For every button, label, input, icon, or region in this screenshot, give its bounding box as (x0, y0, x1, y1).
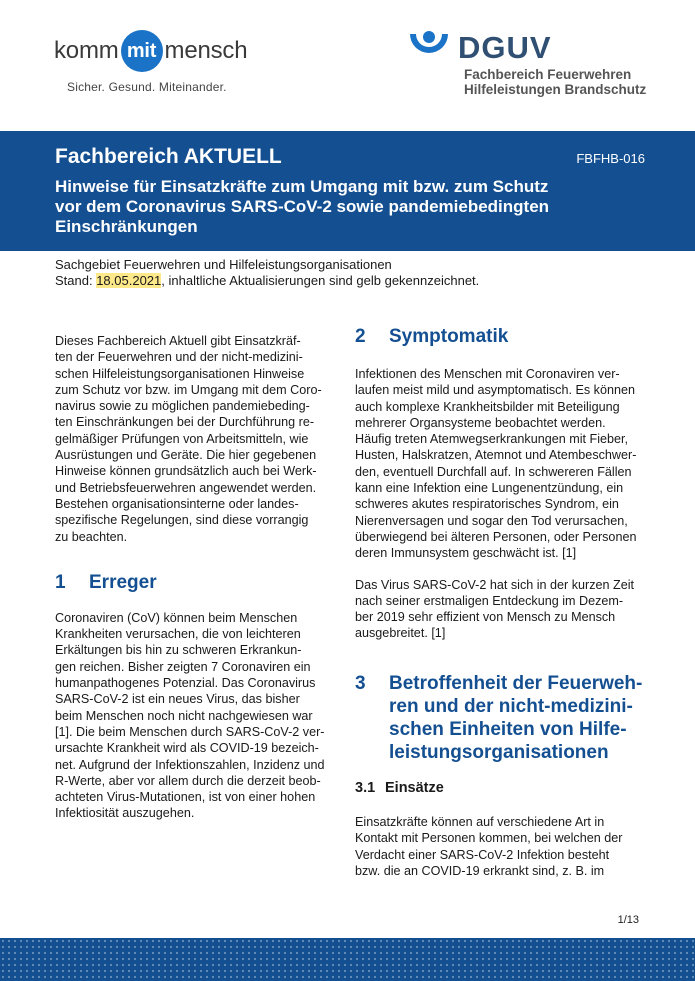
subject-area: Sachgebiet Feuerwehren und Hilfeleistungsorganisationen (55, 257, 392, 272)
right-column (355, 326, 645, 879)
banner-title: Fachbereich AKTUELL (55, 145, 282, 168)
dguv-dept-line1: Fachbereich Feuerwehren (464, 67, 632, 82)
section-3-number: 3 (355, 672, 366, 694)
kmm-logo-mit: mit (121, 30, 163, 72)
section-2-title: Symptomatik (389, 326, 509, 347)
stand-label: Stand: (55, 273, 97, 288)
section-3-1-number: 3.1 (355, 779, 376, 796)
kommmitmensch-logo (54, 30, 247, 94)
section-2-number: 2 (355, 326, 366, 347)
document-code: FBFHB-016 (576, 151, 645, 166)
document-meta (55, 257, 479, 289)
section-3-1-body: Einsatzkräfte können auf verschiedene Art in Kontakt mit Personen kommen, bei welchen der Verdacht einer SARS-CoV-2 Infektion besteht bzw. die an COVID-19 erkrankt sind, z. B. im (355, 815, 623, 878)
dguv-dept-line2: Hilfeleistungen Brandschutz (464, 82, 647, 97)
section-1-number: 1 (55, 571, 66, 593)
section-2-heading (355, 326, 645, 348)
section-2-paragraph-2: Das Virus SARS-CoV-2 hat sich in der kurzen Zeit nach seiner erstmaligen Entdeckung im Dezem- ber 2019 sehr effizient von Mensch zu Mensch ausgebreitet. [1] (355, 577, 635, 641)
dotted-footer-band (0, 938, 695, 981)
dguv-wordmark: DGUV (458, 30, 552, 65)
section-3-1-heading (355, 780, 645, 796)
stand-line (55, 273, 479, 289)
stand-note: , inhaltliche Aktualisierungen sind gelb gekennzeichnet. (161, 273, 480, 288)
stand-date: 18.05.2021 (96, 273, 162, 288)
page-number: 1/13 (617, 914, 639, 926)
section-3-title: Betroffenheit der Feuerweh- ren und der nicht-medizini- schen Einheiten von Hilfe- leistungsorganisationen (389, 672, 643, 763)
dguv-logo (408, 30, 646, 97)
title-banner (0, 131, 695, 251)
section-2-paragraph-1: Infektionen des Menschen mit Coronaviren ver- laufen meist mild und asymptomatisch. Es können auch komplexe Krankheitsbilder mit Beteiligung mehrerer Organsysteme beobachtet werden. Häufig treten Atemwegserkrankungen mit Fieber, Husten, Halskratzen, Atemnot und Atembeschwer- den, eventuell Durchfall auf. In schwereren Fällen kann eine Infektion eine Lungenentzündung, ein schweres akutes respiratorisches Syndrom, ein Nierenversagen und sogar den Tod verursachen, überwiegend bei älteren Personen, oder Personen deren Immunsystem geschwächt ist. [1] (355, 367, 637, 561)
section-1-title: Erreger (89, 571, 157, 593)
section-1-body: Coronaviren (CoV) können beim Menschen Krankheiten verursachen, die von leichteren Erkältungen bis hin zu schweren Erkrankun- gen reichen. Bisher zeigten 7 Coronaviren ein humanpathogenes Potenzial. Das Coronavirus SARS-CoV-2 ist ein neues Virus, das bisher beim Menschen noch nicht nachgewiesen war [1]. Die beim Menschen durch SARS-CoV-2 ver- ursachte Krankheit wird als COVID-19 bezeich- net. Aufgrund der Infektionszahlen, Inzidenz und R-Werte, aber vor allem durch die derzeit beob- achteten Virus-Mutationen, ist von einer hohen Infektiosität auszugehen. (55, 610, 325, 821)
section-3-heading (355, 672, 645, 764)
section-3-1-title: Einsätze (385, 779, 444, 796)
left-column (55, 333, 330, 822)
dguv-emblem-icon (408, 30, 450, 66)
kmm-slogan: Sicher. Gesund. Miteinander. (67, 80, 227, 94)
kmm-logo-pre: komm (54, 37, 119, 64)
section-1-heading (55, 572, 330, 594)
kmm-logo-post: mensch (164, 37, 248, 64)
document-subtitle: Hinweise für Einsatzkräfte zum Umgang mit bzw. zum Schutz vor dem Coronavirus SARS-CoV-2 sowie pandemiebedingten Einschränkungen (55, 177, 550, 236)
intro-paragraph: Dieses Fachbereich Aktuell gibt Einsatzkräf- ten der Feuerwehren und der nicht-medizini- schen Hilfeleistungsorganisationen Hinweise zum Schutz vor bzw. im Umgang mit dem Coro- navirus sowie zu möglichen pandemiebeding- ten Einschränkungen bei der Durchführung re- gelmäßiger Prüfungen von Arbeitsmitteln, wie Ausrüstungen und Geräte. Die hier gegebenen Hinweise können grundsätzlich auch bei Werk- und Betriebsfeuerwehren angewendet werden. Bestehen organisationsinterne oder landes- spezifische Regelungen, sind diese vorrangig zu beachten. (55, 334, 322, 544)
